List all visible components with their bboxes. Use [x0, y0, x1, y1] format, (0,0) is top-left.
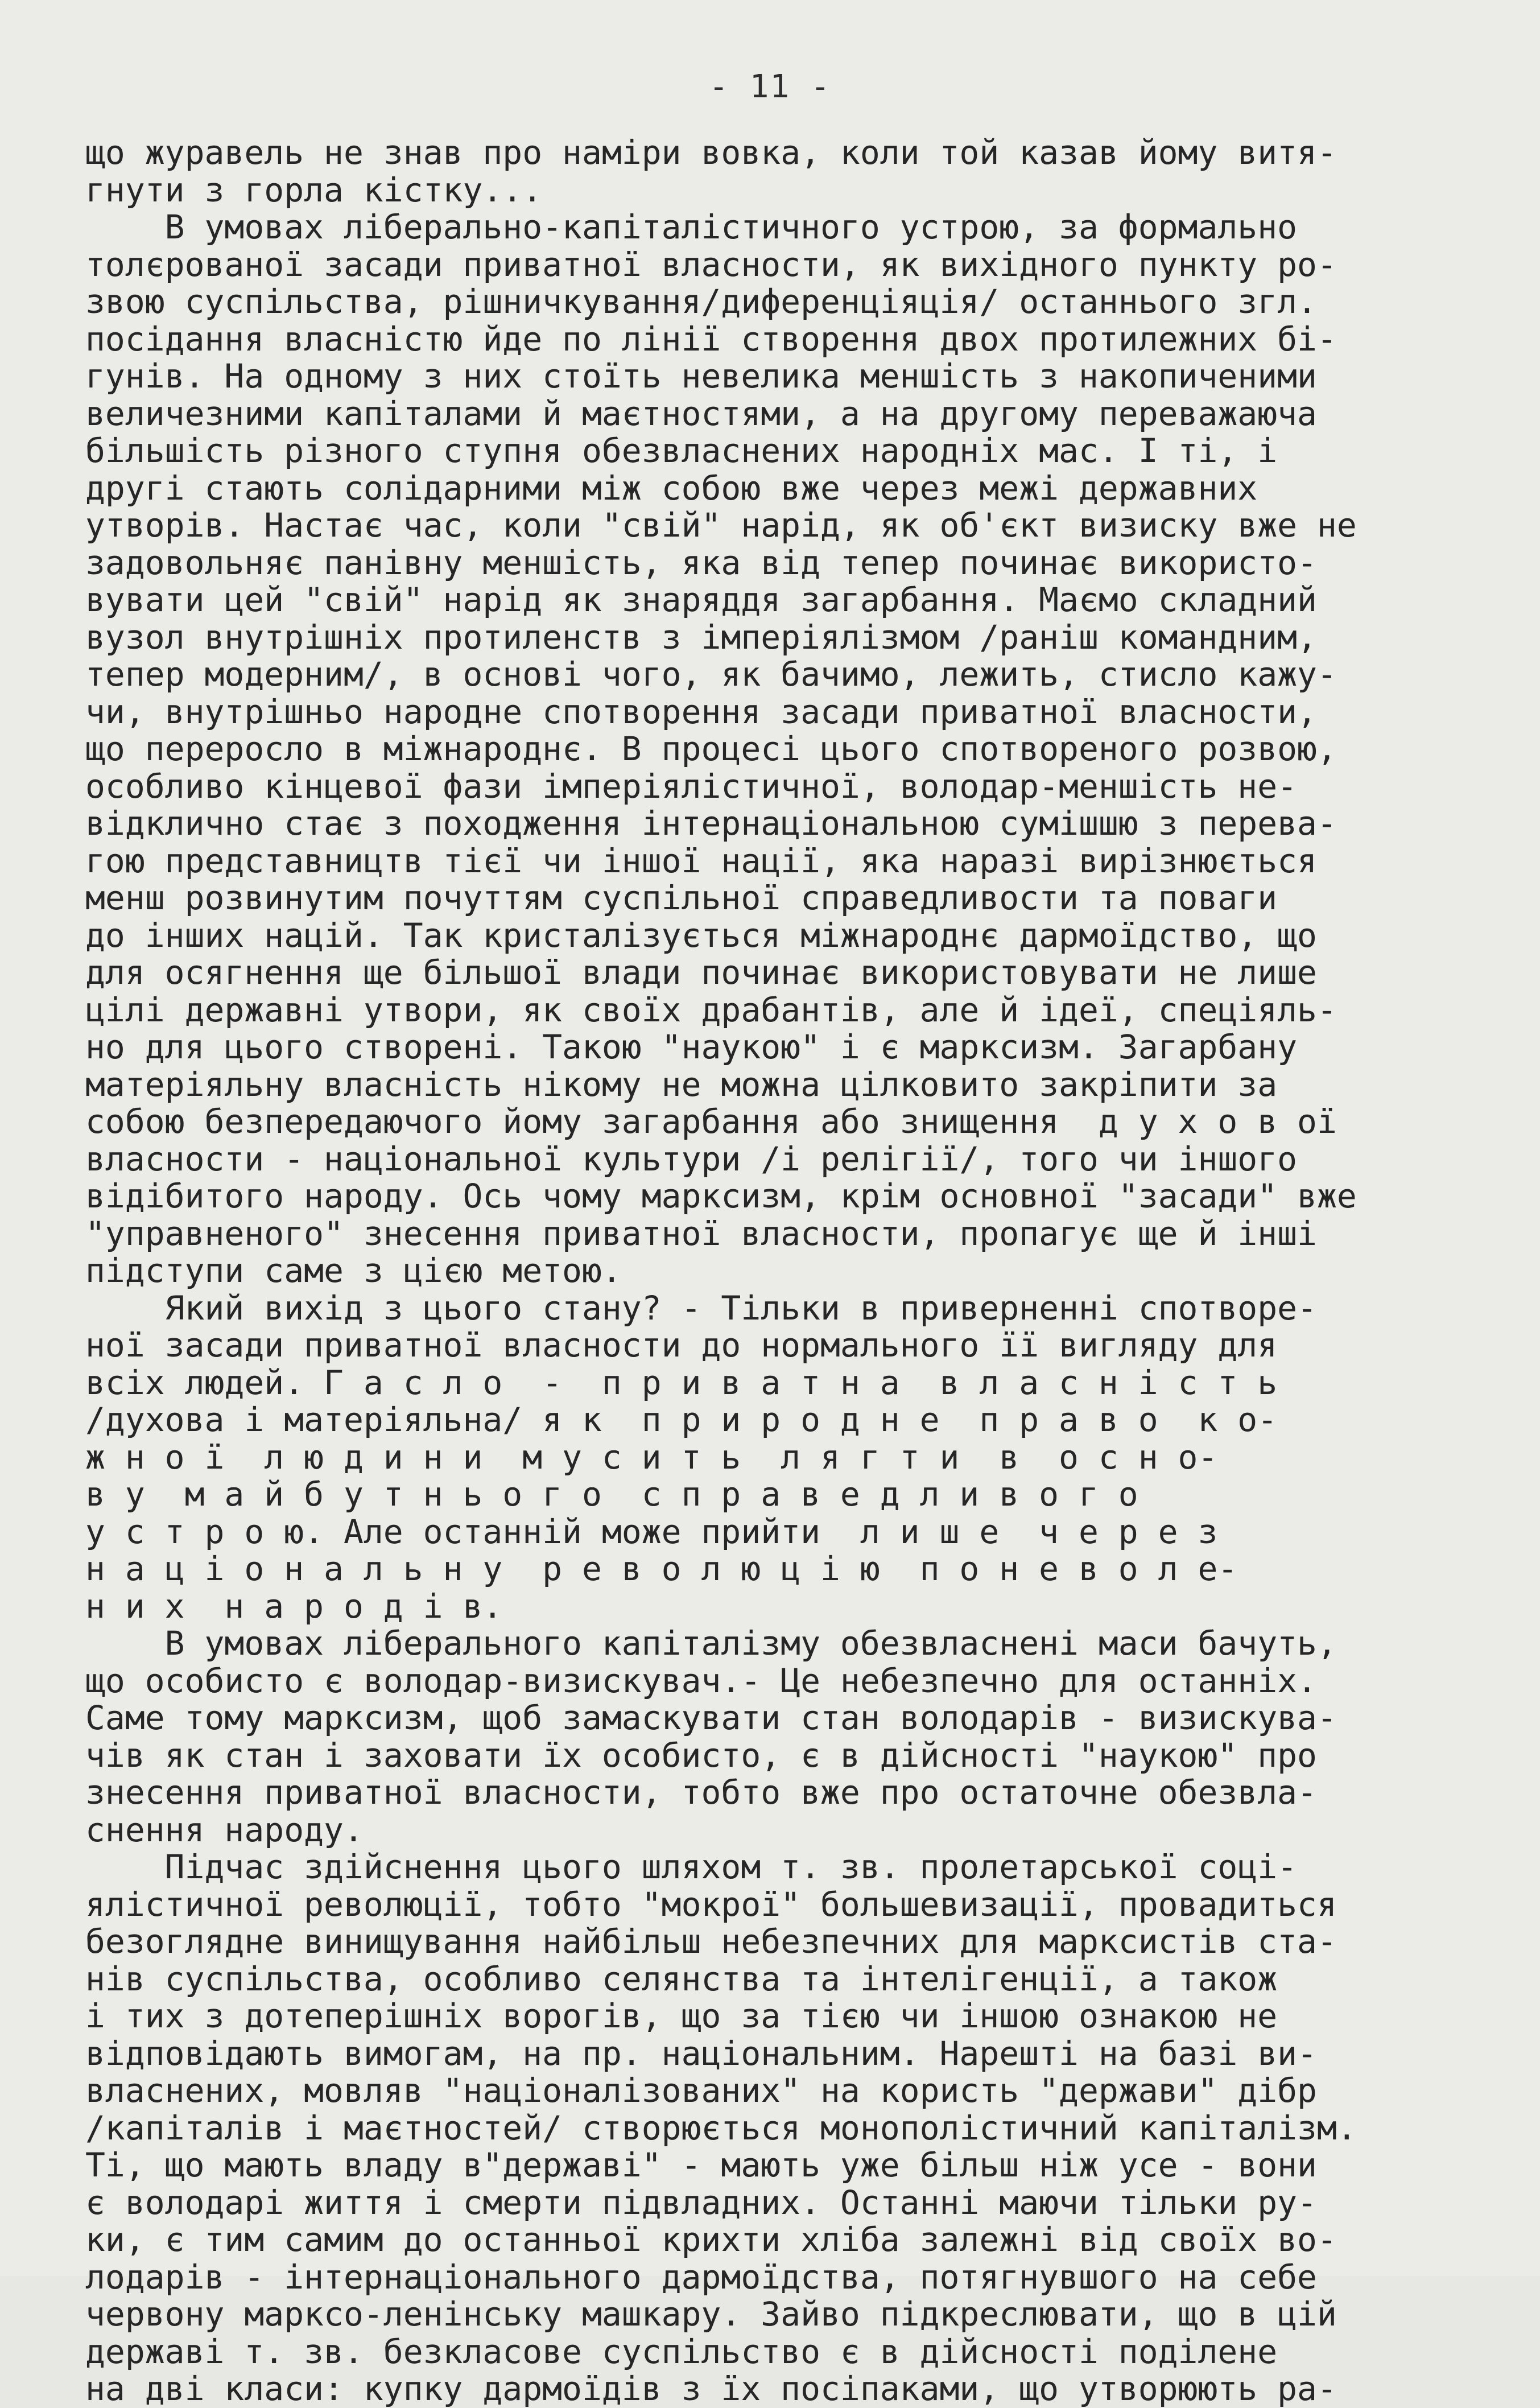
text-line: тепер модерним/, в основі чого, як бачимо, лежить, стисло кажу-	[85, 655, 1337, 694]
text-line: но для цього створені. Такою "наукою" і є марксизм. Загарбану	[85, 1028, 1298, 1066]
text-line: н и х н а р о д і в.	[85, 1586, 503, 1626]
typewritten-text-body	[85, 134, 1473, 2408]
text-line: для осягнення ще більшої влади починає використовувати не лише	[85, 953, 1317, 992]
text-line: другі стають солідарними між собою вже через межі державних	[85, 468, 1258, 508]
text-line: на дві класи: купку дармоїдів з їх посіпаками, що утворюють ра-	[85, 2369, 1337, 2408]
text-line: відповідають вимогам, на пр. національним. Нарешті на базі ви-	[85, 2034, 1317, 2073]
text-line: снення народу.	[85, 1810, 364, 1849]
text-line: і тих з дотеперішніх ворогів, що за тією чи іншою ознакою не	[85, 1997, 1278, 2035]
text-line: що особисто є володар-визискувач.- Це небезпечно для останніх.	[85, 1661, 1317, 1700]
text-line: ної засади приватної власности до нормального її вигляду для	[85, 1326, 1278, 1364]
text-line: утворів. Настає час, коли "свій" нарід, як об'єкт визиску вже не	[85, 506, 1357, 545]
text-line: /капіталів і маєтностей/ створюється монополістичний капіталізм.	[85, 2108, 1357, 2147]
text-line: ки, є тим самим до останньої крихти хліба залежні від своїх во-	[85, 2220, 1337, 2259]
text-line: гнути з горла кістку...	[85, 170, 543, 209]
text-line: знесення приватної власности, тобто вже про остаточне обезвла-	[85, 1773, 1317, 1812]
text-line: Підчас здійснення цього шляхом т. зв. пролетарської соці-	[85, 1848, 1298, 1886]
text-line: безоглядне винищування найбільш небезпечних для марксистів ста-	[85, 1922, 1337, 1961]
text-line: червону марксо-ленінську машкару. Зайво підкреслювати, що в цій	[85, 2295, 1337, 2333]
page-number: - 11 -	[709, 68, 831, 105]
text-line: лодарів - інтернаціонального дармоїдства, потягнувшого на себе	[85, 2257, 1317, 2296]
text-line: /духова і матеріяльна/ я к п р и р о д н е п р а в о к о-	[85, 1400, 1278, 1439]
text-line: "управненого" знесення приватної власности, пропагує ще й інші	[85, 1214, 1317, 1253]
text-line: вузол внутрішніх протиленств з імперіялізмом /раніш командним,	[85, 617, 1317, 657]
text-line: задовольняє панівну меншість, яка від тепер починає використо-	[85, 543, 1317, 582]
text-line: Ті, що мають владу в"державі" - мають уже більш ніж усе - вони	[85, 2146, 1317, 2184]
text-line: державі т. зв. безкласове суспільство є в дійсності поділене	[85, 2332, 1278, 2371]
text-line: до інших націй. Так кристалізується міжнароднє дармоїдство, що	[85, 916, 1317, 955]
text-line: є володарі життя і смерти підвладних. Останні маючи тільки ру-	[85, 2183, 1317, 2222]
text-line: чів як стан і заховати їх особисто, є в дійсності "наукою" про	[85, 1735, 1317, 1775]
text-line: Саме тому марксизм, щоб замаскувати стан володарів - визискува-	[85, 1698, 1337, 1737]
text-line: ж н о ї л ю д и н и м у с и т ь л я г т и в о с н о-	[85, 1437, 1218, 1477]
text-line: особливо кінцевої фази імперіялістичної, володар-меншість не-	[85, 766, 1298, 806]
text-line: толєрованої засади приватної власности, як вихідного пункту ро-	[85, 245, 1337, 284]
text-line: відібитого народу. Ось чому марксизм, крім основної "засади" вже	[85, 1177, 1357, 1215]
text-line: вувати цей "свій" нарід як знаряддя загарбання. Маємо складний	[85, 580, 1317, 619]
text-line: відкличнo стає з походження інтернаціональною сумішшю з перева-	[85, 804, 1337, 843]
text-line: посідання власністю йде по лінії створення двох протилежних бі-	[85, 319, 1337, 358]
text-line: власнених, мовляв "націоналізованих" на користь "держави" дібр	[85, 2071, 1317, 2110]
text-line: в у м а й б у т н ь о г о с п р а в е д л и в о г о	[85, 1475, 1138, 1514]
text-line: всіх людей. Г а с л о - п р и в а т н а в л а с н і с т ь	[85, 1363, 1278, 1402]
text-line: що переросло в міжнароднє. В процесі цього спотвореного розвою,	[85, 729, 1337, 768]
text-line: ялістичної революції, тобто "мокрої" большевизації, провадиться	[85, 1885, 1337, 1924]
text-line: підступи саме з цією метою.	[85, 1251, 622, 1290]
text-line: гою представництв тієї чи іншої нації, яка наразі вирізнюється	[85, 841, 1317, 880]
text-line: власности - національної культури /і релігії/, того чи іншого	[85, 1139, 1298, 1178]
text-line: н а ц і о н а л ь н у р е в о л ю ц і ю п о н е в о л е-	[85, 1549, 1238, 1588]
text-line: собою безпередаючого йому загарбання або знищення д у х о в ої	[85, 1102, 1337, 1141]
text-line: цілі державні утвори, як своїх драбантів, але й ідеї, спеціяль-	[85, 990, 1337, 1029]
text-line: більшість різного ступня обезвласнених народніх мас. І ті, і	[85, 431, 1278, 470]
text-line: матеріяльну власність нікому не можна цілковито закріпити за	[85, 1065, 1278, 1104]
text-line: чи, внутрішньо народне спотворення засади приватної власности,	[85, 692, 1317, 731]
text-line: у с т р о ю. Але останній може прийти л и ш е ч е р е з	[85, 1512, 1218, 1551]
text-line: Який вихід з цього стану? - Тільки в приверненні спотворе-	[85, 1288, 1317, 1327]
text-line: що журавель не знав про наміри вовка, коли той казав йому витя-	[85, 133, 1337, 172]
text-line: величезними капіталами й маєтностями, а на другому переважаюча	[85, 394, 1317, 433]
text-line: гунів. На одному з них стоїть невелика меншість з накопиченими	[85, 357, 1317, 395]
text-line: В умовах ліберально-капіталістичного устрою, за формально	[85, 208, 1298, 246]
text-line: звою суспільства, рішничкування/диференціяція/ останнього згл.	[85, 282, 1317, 321]
text-line: нів суспільства, особливо селянства та інтелігенції, а також	[85, 1959, 1278, 1998]
text-line: В умовах ліберального капіталізму обезвласнені маси бачуть,	[85, 1624, 1337, 1663]
text-line: менш розвинутим почуттям суспільної справедливости та поваги	[85, 879, 1278, 917]
